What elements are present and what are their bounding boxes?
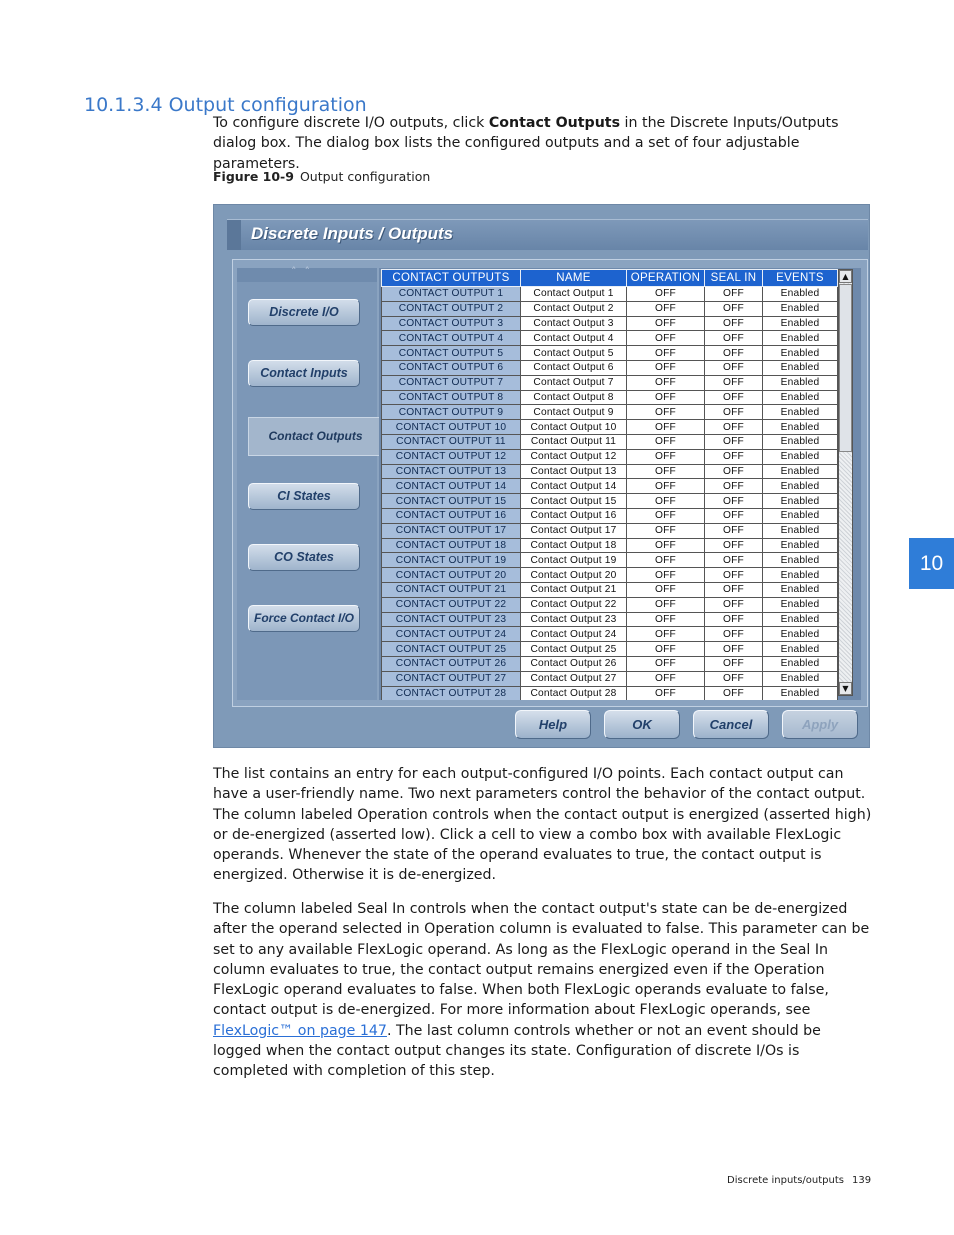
cell-events[interactable]: Enabled xyxy=(763,346,838,361)
contact-outputs-ref: Contact Outputs xyxy=(488,115,621,131)
cancel-button[interactable]: Cancel xyxy=(693,710,769,739)
column-header-events[interactable]: EVENTS xyxy=(763,270,838,287)
cell-name[interactable]: Contact Output 5 xyxy=(521,346,627,361)
cell-contact-output[interactable]: CONTACT OUTPUT 11 xyxy=(382,434,521,449)
contact-outputs-table xyxy=(381,269,838,700)
figure-number: Figure 10-9 xyxy=(213,169,294,184)
footer-page-number: 139 xyxy=(852,1175,872,1186)
cell-contact-output[interactable]: CONTACT OUTPUT 10 xyxy=(382,420,521,435)
cell-contact-output[interactable]: CONTACT OUTPUT 19 xyxy=(382,553,521,568)
cell-events[interactable]: Enabled xyxy=(763,316,838,331)
table-row[interactable] xyxy=(382,316,838,331)
column-header-contact-outputs[interactable]: CONTACT OUTPUTS xyxy=(382,270,521,287)
cell-name[interactable]: Contact Output 21 xyxy=(521,582,627,597)
cell-contact-output[interactable]: CONTACT OUTPUT 24 xyxy=(382,627,521,642)
sidebar-item-contact-inputs[interactable]: Contact Inputs xyxy=(248,360,360,387)
cell-name[interactable]: Contact Output 23 xyxy=(521,612,627,627)
cell-operation[interactable]: OFF xyxy=(627,346,705,361)
cell-seal-in[interactable]: OFF xyxy=(705,434,763,449)
table-row[interactable] xyxy=(382,568,838,583)
scroll-down-arrow-icon[interactable]: ▼ xyxy=(839,682,852,695)
cell-events[interactable]: Enabled xyxy=(763,642,838,657)
table-row[interactable] xyxy=(382,331,838,346)
cell-seal-in[interactable]: OFF xyxy=(705,464,763,479)
cell-contact-output[interactable]: CONTACT OUTPUT 14 xyxy=(382,479,521,494)
cell-name[interactable]: Contact Output 8 xyxy=(521,390,627,405)
table-row[interactable] xyxy=(382,612,838,627)
cell-operation[interactable]: OFF xyxy=(627,568,705,583)
dialog-titlebar xyxy=(227,219,868,250)
cell-name[interactable]: Contact Output 4 xyxy=(521,331,627,346)
flexlogic-link[interactable]: FlexLogic™ on page 147 xyxy=(213,1022,387,1039)
table-row[interactable] xyxy=(382,449,838,464)
cell-events[interactable]: Enabled xyxy=(763,582,838,597)
cell-contact-output[interactable]: CONTACT OUTPUT 16 xyxy=(382,508,521,523)
cell-operation[interactable]: OFF xyxy=(627,523,705,538)
cell-seal-in[interactable]: OFF xyxy=(705,375,763,390)
cell-name[interactable]: Contact Output 18 xyxy=(521,538,627,553)
cell-events[interactable]: Enabled xyxy=(763,568,838,583)
cell-operation[interactable]: OFF xyxy=(627,464,705,479)
cell-seal-in[interactable]: OFF xyxy=(705,316,763,331)
cell-events[interactable]: Enabled xyxy=(763,449,838,464)
cell-contact-output[interactable]: CONTACT OUTPUT 3 xyxy=(382,316,521,331)
cell-name[interactable]: Contact Output 10 xyxy=(521,420,627,435)
vertical-scrollbar[interactable] xyxy=(838,269,853,696)
cell-operation[interactable]: OFF xyxy=(627,671,705,686)
cell-events[interactable]: Enabled xyxy=(763,287,838,302)
table-row[interactable] xyxy=(382,553,838,568)
cell-name[interactable]: Contact Output 1 xyxy=(521,287,627,302)
cell-events[interactable]: Enabled xyxy=(763,405,838,420)
cell-operation[interactable]: OFF xyxy=(627,434,705,449)
cell-name[interactable]: Contact Output 20 xyxy=(521,568,627,583)
cell-seal-in[interactable]: OFF xyxy=(705,553,763,568)
cell-events[interactable]: Enabled xyxy=(763,553,838,568)
cell-seal-in[interactable]: OFF xyxy=(705,627,763,642)
cell-seal-in[interactable]: OFF xyxy=(705,508,763,523)
cell-name[interactable]: Contact Output 26 xyxy=(521,656,627,671)
cell-seal-in[interactable]: OFF xyxy=(705,523,763,538)
cell-contact-output[interactable]: CONTACT OUTPUT 25 xyxy=(382,642,521,657)
cell-operation[interactable]: OFF xyxy=(627,597,705,612)
cell-seal-in[interactable]: OFF xyxy=(705,479,763,494)
cell-events[interactable]: Enabled xyxy=(763,420,838,435)
body-paragraph-2: The column labeled Seal In controls when the contact output's state can be de-energized after the operand selected in Operation column is evaluated to false. This parameter can be set to any available FlexLogic operand. As long as the FlexLogic operand in the Seal In column evaluates to true, the contact output remains energized even if the Operation FlexLogic operand evaluates to false. When both FlexLogic operands evaluate to false, contact output is de-energized. For more information about FlexLogic operands, see FlexLogic™ on page 147. The last column controls whether or not an event should be logged when the contact output changes its state. Configuration of discrete I/Os is completed with completion of this step. xyxy=(213,901,870,1080)
cell-contact-output[interactable]: CONTACT OUTPUT 26 xyxy=(382,656,521,671)
cell-seal-in[interactable]: OFF xyxy=(705,360,763,375)
cell-events[interactable]: Enabled xyxy=(763,612,838,627)
section-heading: 10.1.3.4 Output configuration xyxy=(84,93,367,116)
figure-caption: Figure 10-9 Output configuration xyxy=(213,169,431,184)
cell-operation[interactable]: OFF xyxy=(627,494,705,509)
cell-contact-output[interactable]: CONTACT OUTPUT 21 xyxy=(382,582,521,597)
sidebar-item-ci-states[interactable]: CI States xyxy=(248,483,360,510)
cell-name[interactable]: Contact Output 16 xyxy=(521,508,627,523)
cell-seal-in[interactable]: OFF xyxy=(705,420,763,435)
table-row[interactable] xyxy=(382,420,838,435)
table-row[interactable] xyxy=(382,538,838,553)
dialog-title: Discrete Inputs / Outputs xyxy=(251,224,454,243)
dialog-screenshot xyxy=(213,204,870,748)
cell-operation[interactable]: OFF xyxy=(627,553,705,568)
cell-seal-in[interactable]: OFF xyxy=(705,671,763,686)
sidebar-item-co-states[interactable]: CO States xyxy=(248,544,360,571)
cell-contact-output[interactable]: CONTACT OUTPUT 23 xyxy=(382,612,521,627)
table-row[interactable] xyxy=(382,508,838,523)
cell-events[interactable]: Enabled xyxy=(763,331,838,346)
cell-events[interactable]: Enabled xyxy=(763,508,838,523)
cell-events[interactable]: Enabled xyxy=(763,390,838,405)
cell-events[interactable]: Enabled xyxy=(763,627,838,642)
table-row[interactable] xyxy=(382,301,838,316)
scroll-up-arrow-icon[interactable]: ▲ xyxy=(839,270,852,283)
cell-operation[interactable]: OFF xyxy=(627,301,705,316)
cell-operation[interactable]: OFF xyxy=(627,479,705,494)
cell-seal-in[interactable]: OFF xyxy=(705,642,763,657)
table-row[interactable] xyxy=(382,656,838,671)
footer-section-title: Discrete inputs/outputs xyxy=(727,1175,844,1186)
cell-operation[interactable]: OFF xyxy=(627,612,705,627)
cell-events[interactable]: Enabled xyxy=(763,538,838,553)
cell-operation[interactable]: OFF xyxy=(627,627,705,642)
cell-operation[interactable]: OFF xyxy=(627,420,705,435)
table-row[interactable] xyxy=(382,523,838,538)
cell-operation[interactable]: OFF xyxy=(627,331,705,346)
column-header-name[interactable]: NAME xyxy=(521,270,627,287)
table-row[interactable] xyxy=(382,479,838,494)
table-row[interactable] xyxy=(382,686,838,700)
table-body xyxy=(382,287,838,701)
cell-seal-in[interactable]: OFF xyxy=(705,568,763,583)
table-row[interactable] xyxy=(382,464,838,479)
table-header-row xyxy=(382,270,838,287)
cell-seal-in[interactable]: OFF xyxy=(705,494,763,509)
chapter-tab: 10 xyxy=(909,538,954,589)
cell-name[interactable]: Contact Output 27 xyxy=(521,671,627,686)
cell-contact-output[interactable]: CONTACT OUTPUT 13 xyxy=(382,464,521,479)
cell-contact-output[interactable]: CONTACT OUTPUT 4 xyxy=(382,331,521,346)
cell-events[interactable]: Enabled xyxy=(763,494,838,509)
cell-contact-output[interactable]: CONTACT OUTPUT 2 xyxy=(382,301,521,316)
cell-contact-output[interactable]: CONTACT OUTPUT 8 xyxy=(382,390,521,405)
cell-operation[interactable]: OFF xyxy=(627,405,705,420)
ok-button[interactable]: OK xyxy=(604,710,680,739)
cell-events[interactable]: Enabled xyxy=(763,301,838,316)
body-paragraph-1: The list contains an entry for each output-configured I/O points. Each contact output can have a user-friendly name. Two next parameters control the behavior of the contact output. The column labeled Operation controls when the contact output is energized (asserted high) or de-energized (asserted low). Click a cell to view a combo box with available FlexLogic operands. Whenever the state of the operand evaluates to true, the contact output is energized. Otherwise it is de-energized. xyxy=(213,766,872,884)
cell-seal-in[interactable]: OFF xyxy=(705,686,763,700)
table-row[interactable] xyxy=(382,287,838,302)
table-row[interactable] xyxy=(382,434,838,449)
cell-contact-output[interactable]: CONTACT OUTPUT 28 xyxy=(382,686,521,700)
apply-button[interactable]: Apply xyxy=(782,710,858,739)
cell-operation[interactable]: OFF xyxy=(627,656,705,671)
cell-contact-output[interactable]: CONTACT OUTPUT 1 xyxy=(382,287,521,302)
cell-contact-output[interactable]: CONTACT OUTPUT 15 xyxy=(382,494,521,509)
cell-contact-output[interactable]: CONTACT OUTPUT 5 xyxy=(382,346,521,361)
cell-events[interactable]: Enabled xyxy=(763,464,838,479)
cell-seal-in[interactable]: OFF xyxy=(705,597,763,612)
cell-operation[interactable]: OFF xyxy=(627,508,705,523)
cell-contact-output[interactable]: CONTACT OUTPUT 7 xyxy=(382,375,521,390)
column-header-operation[interactable]: OPERATION xyxy=(627,270,705,287)
cell-seal-in[interactable]: OFF xyxy=(705,656,763,671)
cell-events[interactable]: Enabled xyxy=(763,686,838,700)
cell-name[interactable]: Contact Output 3 xyxy=(521,316,627,331)
sidebar-item-discrete-io[interactable]: Discrete I/O xyxy=(248,299,360,326)
cell-seal-in[interactable]: OFF xyxy=(705,346,763,361)
table-row[interactable] xyxy=(382,671,838,686)
cell-name[interactable]: Contact Output 17 xyxy=(521,523,627,538)
contact-outputs-grid xyxy=(379,268,861,700)
cell-operation[interactable]: OFF xyxy=(627,642,705,657)
table-row[interactable] xyxy=(382,582,838,597)
cell-name[interactable]: Contact Output 15 xyxy=(521,494,627,509)
cell-events[interactable]: Enabled xyxy=(763,597,838,612)
cell-contact-output[interactable]: CONTACT OUTPUT 27 xyxy=(382,671,521,686)
cell-name[interactable]: Contact Output 12 xyxy=(521,449,627,464)
cell-seal-in[interactable]: OFF xyxy=(705,449,763,464)
cell-operation[interactable]: OFF xyxy=(627,449,705,464)
cell-events[interactable]: Enabled xyxy=(763,671,838,686)
cell-name[interactable]: Contact Output 14 xyxy=(521,479,627,494)
cell-name[interactable]: Contact Output 13 xyxy=(521,464,627,479)
table-row[interactable] xyxy=(382,375,838,390)
cell-events[interactable]: Enabled xyxy=(763,434,838,449)
table-row[interactable] xyxy=(382,405,838,420)
cell-name[interactable]: Contact Output 25 xyxy=(521,642,627,657)
table-row[interactable] xyxy=(382,494,838,509)
cell-operation[interactable]: OFF xyxy=(627,375,705,390)
cell-contact-output[interactable]: CONTACT OUTPUT 18 xyxy=(382,538,521,553)
cell-operation[interactable]: OFF xyxy=(627,538,705,553)
cell-events[interactable]: Enabled xyxy=(763,360,838,375)
sidebar-item-force-contact-io[interactable]: Force Contact I/O xyxy=(248,605,360,632)
cell-seal-in[interactable]: OFF xyxy=(705,287,763,302)
table-row[interactable] xyxy=(382,360,838,375)
cell-name[interactable]: Contact Output 2 xyxy=(521,301,627,316)
cell-seal-in[interactable]: OFF xyxy=(705,331,763,346)
cell-contact-output[interactable]: CONTACT OUTPUT 17 xyxy=(382,523,521,538)
cell-name[interactable]: Contact Output 19 xyxy=(521,553,627,568)
cell-operation[interactable]: OFF xyxy=(627,582,705,597)
cell-name[interactable]: Contact Output 22 xyxy=(521,597,627,612)
cell-name[interactable]: Contact Output 24 xyxy=(521,627,627,642)
column-header-seal-in[interactable]: SEAL IN xyxy=(705,270,763,287)
cell-contact-output[interactable]: CONTACT OUTPUT 6 xyxy=(382,360,521,375)
cell-name[interactable]: Contact Output 6 xyxy=(521,360,627,375)
scroll-thumb[interactable] xyxy=(839,284,852,452)
cell-events[interactable]: Enabled xyxy=(763,375,838,390)
cell-seal-in[interactable]: OFF xyxy=(705,538,763,553)
cell-name[interactable]: Contact Output 28 xyxy=(521,686,627,700)
cell-seal-in[interactable]: OFF xyxy=(705,405,763,420)
help-button[interactable]: Help xyxy=(515,710,591,739)
table-row[interactable] xyxy=(382,642,838,657)
cell-name[interactable]: Contact Output 11 xyxy=(521,434,627,449)
cell-name[interactable]: Contact Output 7 xyxy=(521,375,627,390)
cell-contact-output[interactable]: CONTACT OUTPUT 22 xyxy=(382,597,521,612)
cell-seal-in[interactable]: OFF xyxy=(705,301,763,316)
cell-events[interactable]: Enabled xyxy=(763,523,838,538)
table-row[interactable] xyxy=(382,627,838,642)
cell-events[interactable]: Enabled xyxy=(763,656,838,671)
dialog-content xyxy=(232,259,868,707)
sidebar-item-contact-outputs[interactable]: Contact Outputs xyxy=(248,417,382,456)
cell-contact-output[interactable]: CONTACT OUTPUT 9 xyxy=(382,405,521,420)
cell-seal-in[interactable]: OFF xyxy=(705,612,763,627)
cell-events[interactable]: Enabled xyxy=(763,479,838,494)
table-row[interactable] xyxy=(382,597,838,612)
table-row[interactable] xyxy=(382,346,838,361)
cell-operation[interactable]: OFF xyxy=(627,360,705,375)
cell-operation[interactable]: OFF xyxy=(627,390,705,405)
cell-contact-output[interactable]: CONTACT OUTPUT 20 xyxy=(382,568,521,583)
intro-paragraph: To configure discrete I/O outputs, click Contact Outputs in the Discrete Inputs/Outputs dialog box. The dialog box lists the configured outputs and a set of four adjustable parameters. xyxy=(213,115,839,172)
cell-operation[interactable]: OFF xyxy=(627,686,705,700)
cell-seal-in[interactable]: OFF xyxy=(705,390,763,405)
table-row[interactable] xyxy=(382,390,838,405)
sidebar xyxy=(237,265,377,700)
cell-operation[interactable]: OFF xyxy=(627,287,705,302)
cell-name[interactable]: Contact Output 9 xyxy=(521,405,627,420)
cell-operation[interactable]: OFF xyxy=(627,316,705,331)
sidebar-header: ˄˄ xyxy=(237,268,377,282)
cell-contact-output[interactable]: CONTACT OUTPUT 12 xyxy=(382,449,521,464)
cell-seal-in[interactable]: OFF xyxy=(705,582,763,597)
